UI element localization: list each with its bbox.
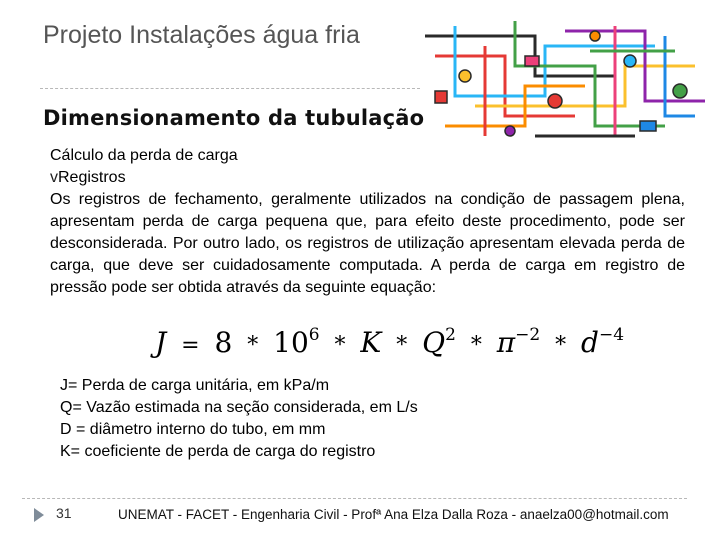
eq-exp-d: −4	[598, 325, 625, 345]
definition-item: Q= Vazão estimada na seção considerada, em L/s	[60, 399, 418, 416]
eq-op: *	[396, 333, 408, 358]
eq-op: *	[470, 333, 482, 358]
head-loss-equation	[155, 326, 624, 359]
eq-base10: 10	[273, 326, 309, 359]
eq-op: *	[247, 333, 259, 358]
footer-divider	[22, 498, 687, 499]
eq-lhs: J	[155, 326, 167, 359]
eq-exp10: 6	[308, 325, 320, 345]
slide-body	[50, 145, 685, 299]
variable-definitions	[60, 375, 418, 463]
page-number: 31	[56, 505, 72, 521]
plumbing-illustration	[415, 6, 715, 156]
eq-d: d	[581, 326, 599, 359]
slide-subtitle: Dimensionamento da tubulação	[43, 106, 425, 130]
bullet-item	[50, 167, 685, 189]
eq-pi: π	[496, 326, 516, 359]
slide-title: Projeto Instalações água fria	[43, 21, 360, 49]
triangle-marker-icon	[34, 508, 44, 522]
diamond-bullet-icon: v	[50, 169, 58, 186]
eq-op: *	[334, 333, 346, 358]
bullet-text: Registros	[58, 169, 126, 186]
section-heading: Cálculo da perda de carga	[50, 147, 238, 164]
title-divider	[40, 88, 420, 89]
definition-item: J= Perda de carga unitária, em kPa/m	[60, 377, 330, 394]
eq-op: *	[555, 333, 567, 358]
definition-item: D = diâmetro interno do tubo, em mm	[60, 421, 326, 438]
eq-exp-pi: −2	[515, 325, 541, 345]
eq-equals: =	[181, 333, 200, 358]
body-paragraph: Os registros de fechamento, geralmente utilizados na condição de passagem plena, apresentam perda de carga pequena que, para efeito deste procedimento, pode ser desconsiderada. Por outro lado, os registros de utilização apresentam elevada perda de carga, que deve ser cuidadosamente computada. A perda de carga em registro de pressão pode ser obtida através da seguinte equação:	[50, 191, 685, 296]
eq-k: K	[360, 326, 382, 359]
eq-coef: 8	[214, 326, 233, 359]
definition-item: K= coeficiente de perda de carga do registro	[60, 443, 376, 460]
eq-q: Q	[422, 326, 446, 359]
eq-exp-q: 2	[445, 325, 456, 345]
footer-text: UNEMAT - FACET - Engenharia Civil - Profª Ana Elza Dalla Roza - anaelza00@hotmail.com	[118, 507, 669, 522]
